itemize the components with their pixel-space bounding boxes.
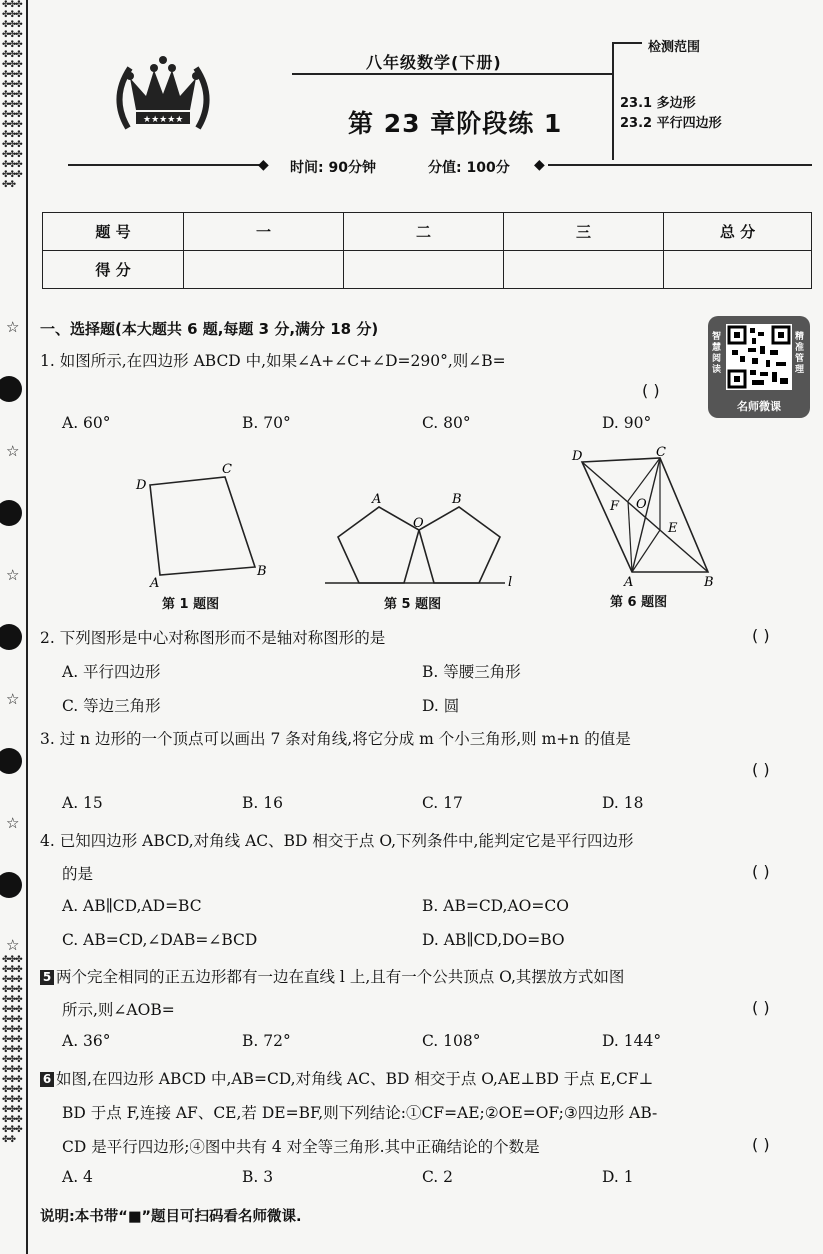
micro-lesson-badge[interactable]: 6 — [40, 1072, 54, 1087]
binding-hole — [0, 872, 22, 898]
q5-stem-cont: 所示,则∠AOB= — [62, 1001, 175, 1019]
vertex-label: A — [150, 576, 160, 590]
vertex-label: F — [610, 499, 620, 514]
q6-stem-text: 如图,在四边形 ABCD 中,AB=CD,对角线 AC、BD 相交于点 O,AE⊥BD 于点 E,CF⊥ — [56, 1070, 654, 1088]
star-icon: ☆ — [6, 318, 20, 336]
left-margin — [0, 0, 30, 1254]
q3-option-b[interactable]: B. 16 — [242, 794, 283, 812]
q5-stem-text: 两个完全相同的正五边形都有一边在直线 l 上,且有一个公共顶点 O,其摆放方式如图 — [56, 968, 625, 986]
figure-6-parallelogram — [568, 440, 728, 590]
figure-caption: 第 5 题图 — [384, 597, 442, 612]
vertex-label: B — [452, 492, 462, 507]
answer-blank[interactable]: ( ) — [752, 626, 770, 645]
header-rule — [292, 73, 612, 75]
qr-side-label: 精准管理 — [795, 332, 805, 375]
score-label: 分值: 100分 — [428, 160, 510, 176]
diamond-icon: ◆ — [534, 157, 545, 173]
figure-caption: 第 1 题图 — [162, 597, 220, 612]
q5-option-a[interactable]: A. 36° — [62, 1032, 111, 1050]
q2-stem: 2. 下列图形是中心对称图形而不是轴对称图形的是 — [40, 629, 386, 647]
header-tick — [612, 42, 642, 44]
score-input-cell[interactable] — [344, 251, 504, 289]
vertex-label: E — [668, 521, 678, 536]
vertex-label: O — [636, 497, 647, 512]
q1-option-b[interactable]: B. 70° — [242, 414, 291, 432]
scope-title: 检测范围 — [648, 40, 701, 55]
q3-option-a[interactable]: A. 15 — [62, 794, 103, 812]
q2-option-c[interactable]: C. 等边三角形 — [62, 697, 161, 715]
q4-option-d[interactable]: D. AB∥CD,DO=BO — [422, 931, 565, 949]
figure-1-quadrilateral — [130, 455, 280, 590]
vertex-label: A — [372, 492, 382, 507]
qr-code-card[interactable] — [708, 316, 810, 418]
q5-option-d[interactable]: D. 144° — [602, 1032, 662, 1050]
q1-option-d[interactable]: D. 90° — [602, 414, 652, 432]
q5-stem — [40, 965, 624, 987]
qr-side-label: 智慧阅读 — [712, 332, 722, 375]
q6-option-d[interactable]: D. 1 — [602, 1168, 634, 1186]
vertex-label: A — [624, 575, 634, 590]
q4-option-b[interactable]: B. AB=CD,AO=CO — [422, 897, 569, 915]
time-label: 时间: 90分钟 — [290, 160, 376, 176]
answer-blank[interactable]: ( ) — [752, 998, 770, 1017]
header-divider — [612, 42, 614, 160]
q6-stem — [40, 1067, 653, 1089]
clover-border-bottom: ✤✤✤✤✤✤✤✤✤✤✤✤✤✤✤✤✤✤✤✤✤✤✤✤✤✤✤✤✤✤✤✤✤✤✤✤✤✤✤✤✤✤✤✤✤✤✤✤✤✤✤✤✤✤✤✤ — [2, 955, 22, 1145]
q3-stem: 3. 过 n 边形的一个顶点可以画出 7 条对角线,将它分成 m 个小三角形,则 m+n 的值是 — [40, 730, 631, 748]
binding-hole — [0, 624, 22, 650]
q6-stem-cont: CD 是平行四边形;④图中共有 4 对全等三角形.其中正确结论的个数是 — [62, 1138, 540, 1156]
table-cell: 二 — [344, 213, 504, 251]
q3-option-c[interactable]: C. 17 — [422, 794, 463, 812]
vertex-label: C — [656, 445, 666, 460]
q5-option-b[interactable]: B. 72° — [242, 1032, 291, 1050]
q3-option-d[interactable]: D. 18 — [602, 794, 644, 812]
star-icon: ☆ — [6, 936, 20, 954]
q4-option-a[interactable]: A. AB∥CD,AD=BC — [62, 897, 202, 915]
table-row — [43, 251, 812, 289]
crown-logo-icon — [108, 48, 218, 143]
score-input-cell[interactable] — [184, 251, 344, 289]
vertex-label: D — [572, 449, 583, 464]
table-cell: 题 号 — [43, 213, 184, 251]
table-cell: 总 分 — [664, 213, 812, 251]
page-title: 第 23 章阶段练 1 — [348, 109, 563, 138]
margin-line — [26, 0, 28, 1254]
q6-option-c[interactable]: C. 2 — [422, 1168, 454, 1186]
q2-option-b[interactable]: B. 等腰三角形 — [422, 663, 521, 681]
answer-blank[interactable]: ( ) — [752, 1135, 770, 1154]
q1-option-a[interactable]: A. 60° — [62, 414, 111, 432]
qr-code-icon — [726, 324, 792, 390]
star-icon: ☆ — [6, 442, 20, 460]
q6-stem-cont: BD 于点 F,连接 AF、CE,若 DE=BF,则下列结论:①CF=AE;②OE=OF;③四边形 AB- — [62, 1104, 658, 1122]
score-input-cell[interactable] — [664, 251, 812, 289]
binding-hole — [0, 748, 22, 774]
clover-border-top: ✤✤✤✤✤✤✤✤✤✤✤✤✤✤✤✤✤✤✤✤✤✤✤✤✤✤✤✤✤✤✤✤✤✤✤✤✤✤✤✤✤✤✤✤✤✤✤✤✤✤✤✤✤✤✤✤ — [2, 0, 22, 190]
table-row — [43, 213, 812, 251]
table-cell: 三 — [504, 213, 664, 251]
vertex-label: D — [136, 478, 147, 493]
scope-item: 23.2 平行四边形 — [620, 116, 722, 131]
answer-blank[interactable]: ( ) — [642, 381, 660, 400]
star-icon: ☆ — [6, 814, 20, 832]
line-label: l — [508, 575, 513, 590]
footnote: 说明:本书带“■”题目可扫码看名师微课. — [40, 1209, 302, 1225]
q5-option-c[interactable]: C. 108° — [422, 1032, 481, 1050]
figure-5-pentagons — [320, 485, 520, 590]
q6-option-b[interactable]: B. 3 — [242, 1168, 274, 1186]
q2-option-d[interactable]: D. 圆 — [422, 697, 460, 715]
diamond-icon: ◆ — [258, 157, 269, 173]
micro-lesson-badge[interactable]: 5 — [40, 970, 54, 985]
vertex-label: C — [222, 462, 232, 477]
q6-option-a[interactable]: A. 4 — [62, 1168, 93, 1186]
answer-blank[interactable]: ( ) — [752, 760, 770, 779]
q4-stem: 4. 已知四边形 ABCD,对角线 AC、BD 相交于点 O,下列条件中,能判定它是平行四边形 — [40, 832, 634, 850]
subject-label: 八年级数学(下册) — [366, 53, 502, 72]
score-input-cell[interactable] — [504, 251, 664, 289]
star-icon: ☆ — [6, 566, 20, 584]
table-cell: 得 分 — [43, 251, 184, 289]
qr-label: 名师微课 — [737, 400, 781, 413]
star-icon: ☆ — [6, 690, 20, 708]
answer-blank[interactable]: ( ) — [752, 862, 770, 881]
score-table — [42, 212, 812, 289]
vertex-label: O — [413, 516, 424, 531]
vertex-label: B — [704, 575, 714, 590]
q2-option-a[interactable]: A. 平行四边形 — [62, 663, 161, 681]
meta-rule-left — [68, 164, 264, 166]
binding-hole — [0, 376, 22, 402]
vertex-label: B — [257, 564, 267, 579]
q4-stem-cont: 的是 — [62, 865, 94, 883]
binding-hole — [0, 500, 22, 526]
section-heading: 一、选择题(本大题共 6 题,每题 3 分,满分 18 分) — [40, 320, 379, 338]
meta-rule-right — [548, 164, 812, 166]
q1-option-c[interactable]: C. 80° — [422, 414, 471, 432]
q4-option-c[interactable]: C. AB=CD,∠DAB=∠BCD — [62, 931, 258, 949]
scope-item: 23.1 多边形 — [620, 96, 696, 111]
q1-stem: 1. 如图所示,在四边形 ABCD 中,如果∠A+∠C+∠D=290°,则∠B= — [40, 352, 506, 370]
figure-caption: 第 6 题图 — [610, 595, 668, 610]
table-cell: 一 — [184, 213, 344, 251]
svg-text:★★★★★: ★★★★★ — [143, 115, 184, 125]
